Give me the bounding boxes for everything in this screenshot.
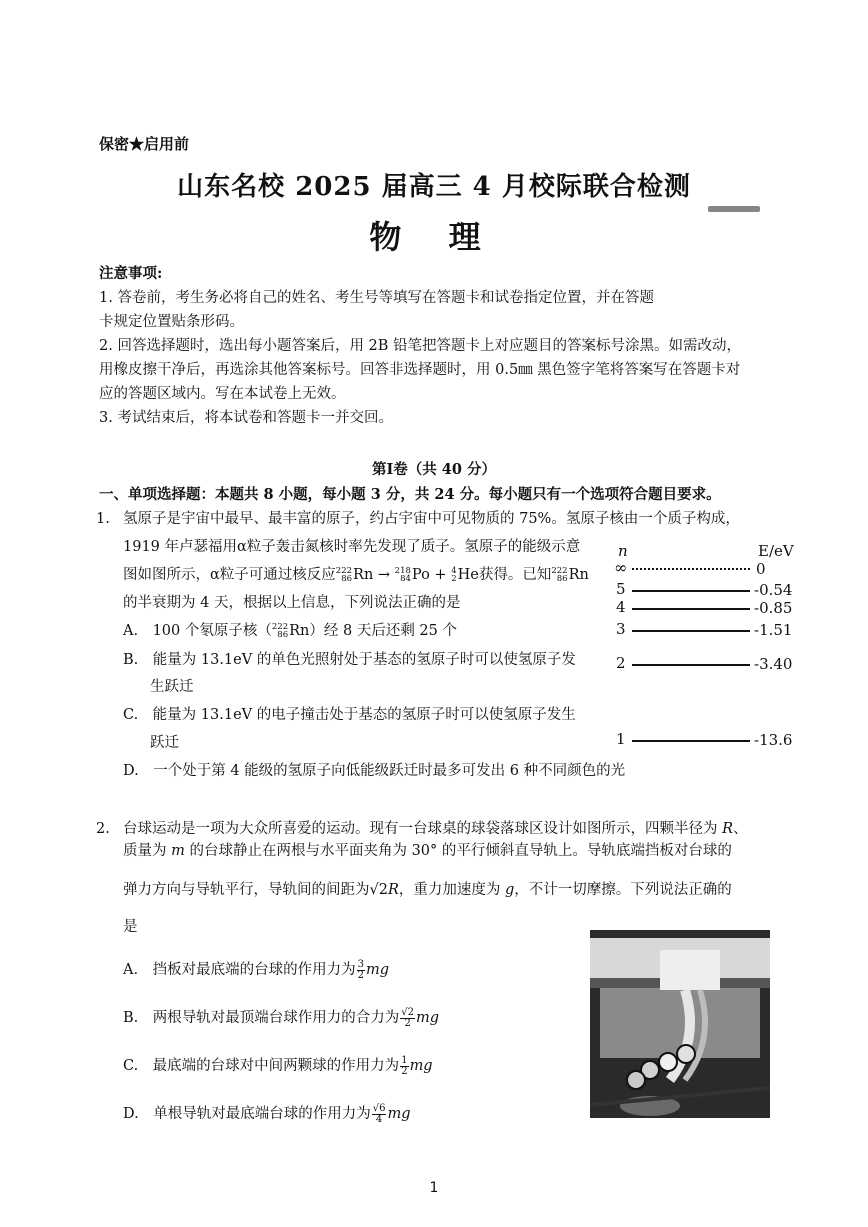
q1-option-d: D. 一个处于第 4 能级的氢原子向低能级跃迁时最多可发出 6 种不同颜色的光 (123, 763, 626, 779)
billiard-rail-photo (590, 930, 770, 1118)
level-energy: -0.85 (754, 599, 793, 617)
q1-line1: 氢原子是宇宙中最早、最丰富的原子，约占宇宙中可见物质的 75%。氢原子核由一个质子构成， (123, 511, 740, 527)
po218-nuclide: 218 84 (394, 566, 411, 584)
level-energy: -0.54 (754, 581, 793, 599)
notice-line: 用橡皮擦干净后，再选涂其他答案标号。回答非选择题时，用 0.5㎜ 黑色签字笔将答案写在答题卡对 (99, 362, 741, 378)
notice-line: 2. 回答选择题时，选出每小题答案后，用 2B 铅笔把答题卡上对应题目的答案标号涂黑。如需改动， (99, 338, 742, 354)
q1-option-b-cont: 生跃迁 (150, 679, 194, 695)
level-n-label: 5 (616, 580, 626, 598)
q1-option-c: C. 能量为 13.1eV 的电子撞击处于基态的氢原子时可以使氢原子发生 (123, 707, 576, 723)
rn222-nuclide: 222 86 (335, 566, 353, 584)
page-number: 1 (429, 1180, 439, 1196)
q1-number: 1. (96, 511, 110, 527)
energy-level-diagram (610, 538, 794, 758)
q1-line3: 图如图所示，α粒子可通过核反应 222 86 Rn → 218 84 Po + 4 2 He获得。已知 222 86 Rn (123, 566, 589, 584)
q1-option-a: A. 100 个氡原子核（ 222 86 Rn）经 8 天后还剩 25 个 (123, 622, 457, 640)
q2-option-d: D. 单根导轨对最底端台球的作用力为 $\frac{√6}{4}$ mg (123, 1102, 411, 1125)
scan-stamp-mark (708, 206, 760, 212)
q2-line1: 台球运动是一项为大众所喜爱的运动。现有一台球桌的球袋落球区设计如图所示，四颗半径为 R、 (123, 821, 748, 837)
q2-line3: 弹力方向与导轨平行，导轨间的间距为√2R，重力加速度为 g，不计一切摩擦。下列说法正确的 (123, 882, 732, 898)
q1-option-c-cont: 跃迁 (150, 735, 179, 751)
notice-line: 卡规定位置贴条形码。 (99, 314, 244, 330)
level-energy: 0 (756, 560, 766, 578)
q2-line2: 质量为 m 的台球静止在两根与水平面夹角为 30° 的平行倾斜直导轨上。导轨底端挡板对台球的 (123, 843, 732, 859)
level-n-label: ∞ (614, 558, 628, 577)
level-line-inf (632, 568, 750, 570)
billiard-rail-illustration (590, 930, 770, 1118)
level-energy: -13.6 (754, 731, 793, 749)
q1-option-b: B. 能量为 13.1eV 的单色光照射处于基态的氢原子时可以使氢原子发 (123, 652, 576, 668)
q1-line4: 的半衰期为 4 天，根据以上信息，下列说法正确的是 (123, 595, 461, 611)
notice-line: 3. 考试结束后，将本试卷和答题卡一并交回。 (99, 410, 393, 426)
q2-number: 2. (96, 821, 110, 837)
energy-axis-label: E/eV (758, 542, 794, 560)
q2-option-a: A. 挡板对最底端的台球的作用力为 $\frac{3}{2}$ mg (123, 958, 390, 981)
q2-option-b: B. 两根导轨对最顶端台球作用力的合力为 $\frac{√2}{2}$ mg (123, 1006, 440, 1029)
section-title: 第Ⅰ卷（共 40 分） (371, 461, 497, 478)
level-n-label: 1 (616, 730, 626, 748)
confidential-label: 保密★启用前 (99, 135, 190, 153)
level-energy: -3.40 (754, 655, 793, 673)
exam-title: 山东名校 2025 届高三 4 月校际联合检测 (177, 172, 691, 202)
level-line-1 (632, 740, 750, 742)
he4-nuclide: 4 2 (451, 566, 457, 584)
notice-line: 应的答题区域内。写在本试卷上无效。 (99, 386, 346, 402)
level-n-label: 2 (616, 654, 626, 672)
subject-title: 物 理 (369, 218, 499, 256)
level-line-5 (632, 590, 750, 592)
notice-line: 1. 答卷前，考生务必将自己的姓名、考生号等填写在答题卡和试卷指定位置，并在答题 (99, 290, 654, 306)
q2-line4: 是 (123, 919, 138, 935)
level-n-label: 4 (616, 598, 626, 616)
q2-option-c: C. 最底端的台球对中间两颗球的作用力为 $\frac{1}{2}$ mg (123, 1054, 433, 1077)
q1-line3-text: 图如图所示，α粒子可通过核反应 (123, 567, 336, 583)
level-n-label: 3 (616, 620, 626, 638)
level-line-3 (632, 630, 750, 632)
section-subtitle: 一、单项选择题：本题共 8 小题，每小题 3 分，共 24 分。每小题只有一个选项符合题目要求。 (99, 486, 721, 503)
level-line-4 (632, 608, 750, 610)
level-energy: -1.51 (754, 621, 793, 639)
notice-heading: 注意事项: (99, 265, 163, 282)
level-line-2 (632, 664, 750, 666)
n-axis-label: n (618, 542, 628, 560)
q1-line2: 1919 年卢瑟福用α粒子轰击氮核时率先发现了质子。氢原子的能级示意 (123, 539, 581, 555)
